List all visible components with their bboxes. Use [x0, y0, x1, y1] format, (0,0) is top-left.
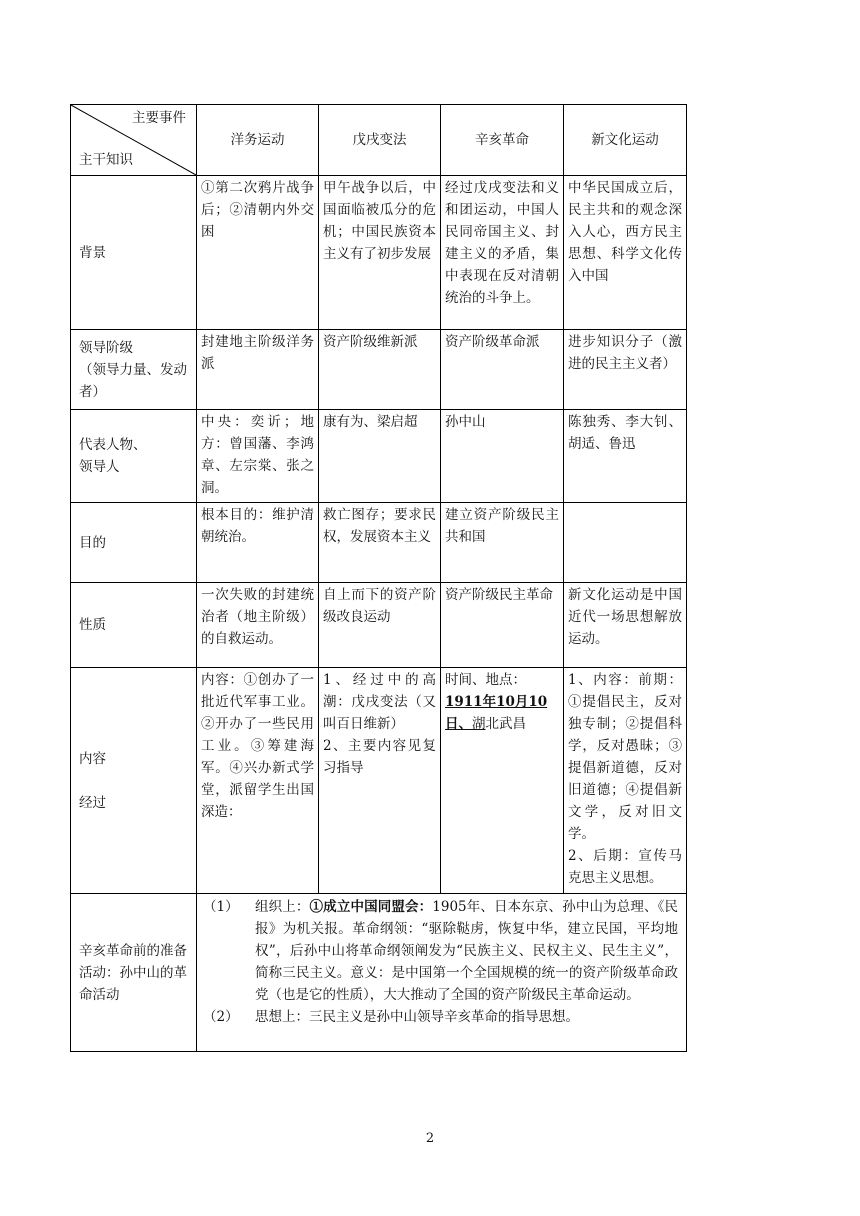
cell-text: 资产阶级维新派: [319, 330, 441, 410]
header-row: [71, 105, 687, 176]
cell-text: 1、内容：前期：①提倡民主，反对独专制；②提倡科学，反对愚昧；③提倡新道德，反对旧道德；④提倡新文学，反对旧文学。 2、后期：宣传马克思主义思想。: [564, 668, 687, 894]
cell-text: 内容：①创办了一批近代军事工业。②开办了一些民用工业。③筹建海军。④兴办新式学堂，派留学生出国深造：: [197, 668, 319, 894]
place-rest: 北武昌: [485, 716, 526, 732]
row-label-preparation: 辛亥革命前的准备活动：孙中山的革命活动: [71, 894, 197, 1052]
row-label-subtext: 领导人: [79, 459, 120, 475]
header-xinwenhua: 新文化运动: [564, 105, 687, 176]
time-place-prefix: 时间、地点：: [445, 672, 526, 688]
cell-text: 经过戊戌变法和义和团运动，中国人民同帝国主义、封建主义的矛盾，集中表现在反对清朝统治的斗争上。: [441, 176, 564, 330]
history-comparison-table: [70, 104, 687, 1052]
cell-text: 自上而下的资产阶级改良运动: [319, 583, 441, 668]
prep-item-1: [197, 896, 682, 1006]
row-label-text: 代表人物、: [79, 437, 147, 453]
cell-text: 资产阶级民主革命: [441, 583, 564, 668]
header-yangwu: 洋务运动: [197, 105, 319, 176]
row-content-process: [71, 668, 687, 894]
row-label-content-process: [71, 668, 197, 894]
row-representatives: [71, 410, 687, 503]
cell-text: 救亡图存；要求民权，发展资本主义: [319, 503, 441, 583]
cell-text: 建立资产阶级民主共和国: [441, 503, 564, 583]
header-wuxu: 戊戌变法: [319, 105, 441, 176]
prep-item-number: （1）: [203, 899, 239, 915]
cell-text: 一次失败的封建统治者（地主阶级）的自救运动。: [197, 583, 319, 668]
cell-text: 1、经过中的高潮：戊戌变法（又叫百日维新） 2、主要内容见复习指导: [319, 668, 441, 894]
prep-item-bold: ①成立中国同盟会：: [309, 899, 433, 915]
row-label-representatives: [71, 410, 197, 503]
cell-text: 陈独秀、李大钊、胡适、鲁迅: [564, 410, 687, 503]
row-label-subtext: 经过: [79, 794, 106, 811]
prep-item-2: [197, 1006, 682, 1028]
cell-preparation: [197, 894, 687, 1052]
prep-item-number: （2）: [203, 1009, 239, 1025]
row-label-text: 背景: [79, 244, 106, 261]
row-label-text: 目的: [79, 534, 106, 551]
prep-item-text: 思想上：三民主义是孙中山领导辛亥革命的指导思想。: [255, 1009, 579, 1025]
row-label-text: 内容: [79, 750, 106, 767]
corner-top-label: 主要事件: [132, 110, 186, 126]
prep-item-prefix: 组织上：: [255, 899, 310, 915]
row-preparation: [71, 894, 687, 1052]
row-label-background: [71, 176, 197, 330]
corner-cell: [71, 105, 197, 176]
row-leading-class: [71, 330, 687, 410]
prep-item-text: [255, 896, 682, 1006]
cell-text: 新文化运动是中国近代一场思想解放运动。: [564, 583, 687, 668]
row-label-text: 性质: [79, 617, 106, 633]
header-xinhai: 辛亥革命: [441, 105, 564, 176]
cell-text: [564, 503, 687, 583]
cell-text: 根本目的：维护清朝统治。: [197, 503, 319, 583]
cell-text: ①第二次鸦片战争后；②清朝内外交困: [197, 176, 319, 330]
row-label-subtext: （领导力量、发动者）: [79, 361, 187, 400]
prep-item-rest: 1905年、日本东京、孙中山为总理、《民报》为机关报。革命纲领：“驱除鞑虏，恢复中华，建立民国，平均地权”，后孙中山将革命纲领阐发为“民族主义、民权主义、民生主义”，简称三民主义。意义：是中国第一个全国规模的统一的资产阶级革命政党（也是它的性质），大大推动了全国的资产阶级民主革命运动。: [255, 899, 679, 1003]
cell-text: 封建地主阶级洋务派: [197, 330, 319, 410]
row-nature: [71, 583, 687, 668]
row-label-nature: [71, 583, 197, 668]
cell-text: 资产阶级革命派: [441, 330, 564, 410]
cell-xinhai-time-place: [441, 668, 564, 894]
cell-text: 进步知识分子（激进的民主主义者）: [564, 330, 687, 410]
row-label-purpose: [71, 503, 197, 583]
cell-text: 中华民国成立后，民主共和的观念深入人心，西方民主思想、科学文化传入中国: [564, 176, 687, 330]
row-purpose: [71, 503, 687, 583]
page-number: 2: [425, 1131, 435, 1146]
cell-text: 中央：奕䜣；地方：曾国藩、李鸿章、左宗棠、张之洞。: [197, 410, 319, 503]
row-label-text: 领导阶级: [79, 339, 133, 356]
row-label-leading-class: [71, 330, 197, 410]
cell-text: 孙中山: [441, 410, 564, 503]
time-date: 1911年10月10日、: [445, 694, 548, 732]
place-underlined: 湖: [472, 716, 486, 732]
row-background: [71, 176, 687, 330]
cell-text: 甲午战争以后，中国面临被瓜分的危机；中国民族资本主义有了初步发展: [319, 176, 441, 330]
corner-bottom-label: 主干知识: [79, 152, 133, 168]
cell-text: 康有为、梁启超: [319, 410, 441, 503]
